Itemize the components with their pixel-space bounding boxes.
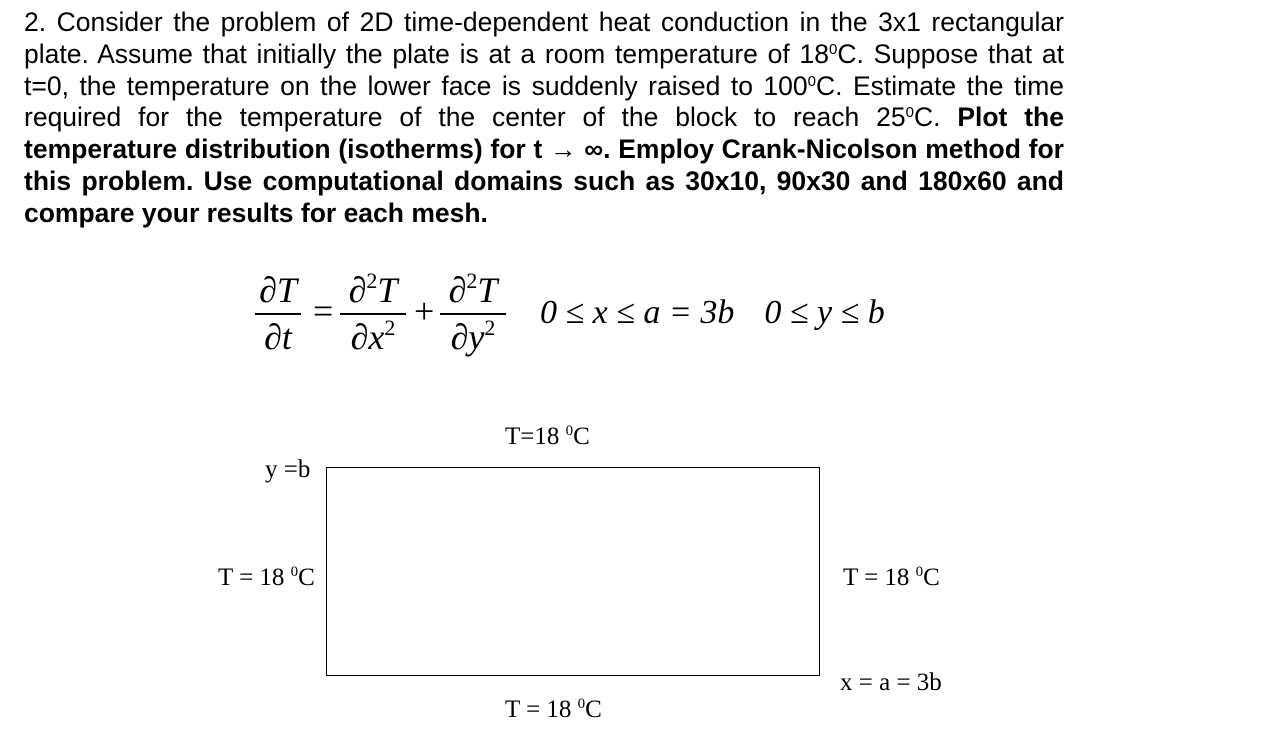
x-equals-a-label: x = a = 3b [840, 669, 942, 696]
heat-equation [255, 270, 915, 380]
problem-text: C. Estimate the time required for the temperature of the center of the block to reach 25 [24, 70, 1065, 133]
x-domain: 0 ≤ x ≤ a = 3b [540, 294, 735, 331]
fraction-bar [255, 313, 301, 315]
degree-sup: 0 [905, 104, 914, 122]
problem-text: C. [913, 102, 958, 133]
fraction-bar [340, 313, 406, 315]
y-equals-b-label: y =b [265, 456, 311, 483]
fraction-numerator: ∂$^2$T [348, 268, 398, 310]
problem-bold-instructions: Plot the temperature distribution (isotherms) for t → ∞. Employ Crank-Nicolson method for this problem. Use computational domains such as 30x10, 90x30 and 180x60 and compare your results for each mesh. [24, 102, 1064, 228]
right-boundary-label: T = 18 $^0$C [843, 564, 940, 591]
fraction-numerator: ∂T [259, 270, 297, 310]
problem-text: C. Suppose that at t=0, the temperature on the lower face is suddenly raised to 100 [24, 38, 1064, 101]
y-domain: 0 ≤ y ≤ b [764, 294, 885, 331]
left-boundary-label: T = 18 $^0$C [218, 564, 315, 591]
problem-intro: 2. Consider the problem of 2D time-dependent heat conduction in the 3x1 rectangular plate. Assume that initially the plate is at a room temperature of 18 [24, 7, 1064, 69]
dT-dt-fraction [255, 270, 301, 357]
equals-sign: = [313, 291, 334, 331]
bottom-boundary-label: T = 18 $^0$C [505, 696, 602, 723]
top-boundary-label: T=18 $^0$C [505, 423, 590, 450]
fraction-denominator: ∂t [264, 316, 292, 357]
fraction-numerator: ∂$^2$T [448, 268, 498, 310]
plate-rectangle [326, 467, 820, 676]
domain-constraints [540, 294, 885, 332]
degree-sup: 0 [807, 72, 816, 90]
degree-sup: 0 [828, 40, 838, 58]
d2T-dx2-fraction [340, 270, 406, 357]
fraction-denominator: $\partial x^2$ [350, 314, 396, 357]
d2T-dy2-fraction [440, 270, 506, 357]
fraction-bar [440, 313, 506, 315]
problem-statement [24, 7, 1064, 230]
fraction-denominator: $\partial y^2$ [450, 314, 496, 357]
plus-sign: + [414, 291, 435, 331]
